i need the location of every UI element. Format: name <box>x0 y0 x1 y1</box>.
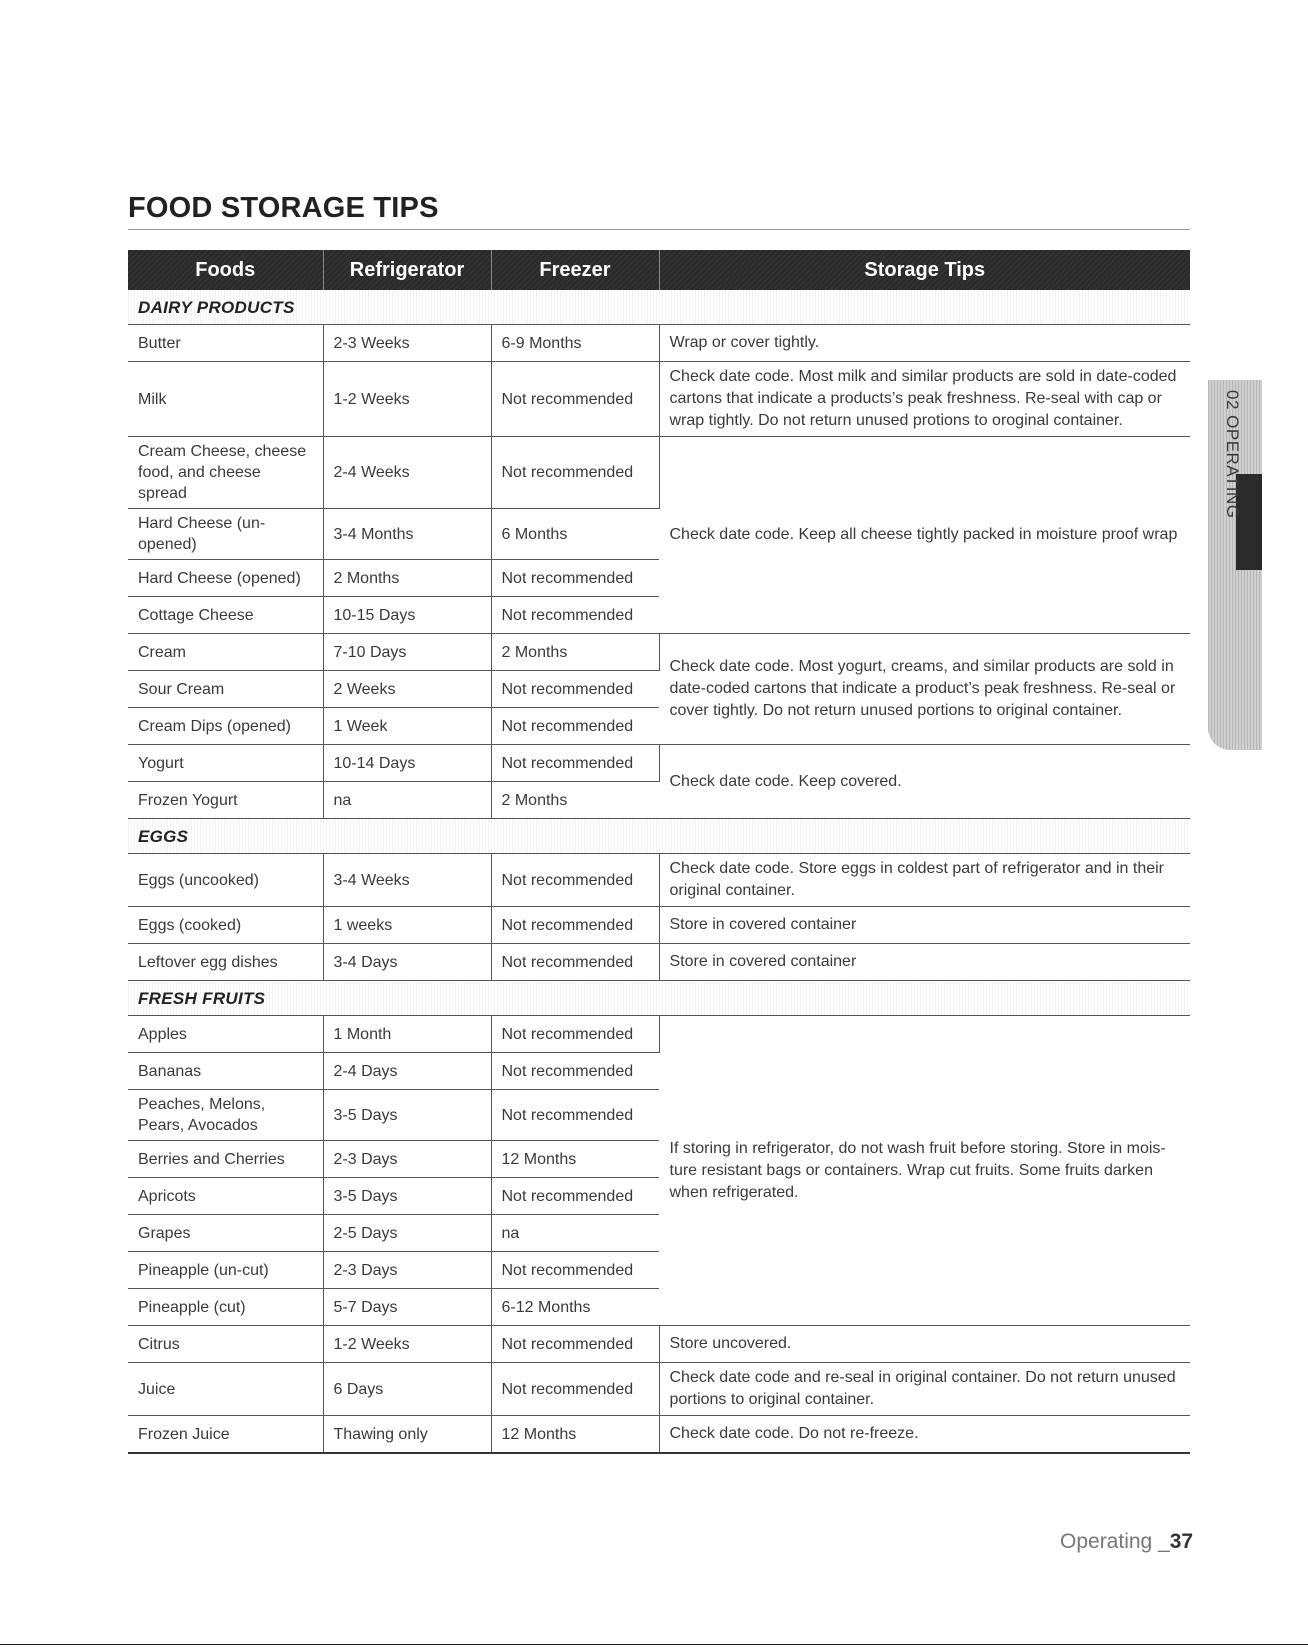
food-cell: Juice <box>128 1363 323 1416</box>
refrigerator-cell: 1 weeks <box>323 907 491 944</box>
page-number: 37 <box>1169 1530 1194 1553</box>
refrigerator-cell: 2-3 Weeks <box>323 325 491 362</box>
section-header-fruits <box>128 981 1190 1016</box>
refrigerator-cell: 2-4 Days <box>323 1053 491 1090</box>
header-foods: Foods <box>128 250 323 290</box>
food-cell: Sour Cream <box>128 671 323 708</box>
refrigerator-cell: 2 Months <box>323 560 491 597</box>
storage-tip-cell: If storing in refrigerator, do not wash fruit before storing. Store in mois-ture resistant bags or containers. Wrap cut fruits. Some fruits darken when refrigerated. <box>659 1016 1190 1326</box>
refrigerator-cell: 6 Days <box>323 1363 491 1416</box>
freezer-cell: 6-12 Months <box>491 1289 659 1326</box>
storage-tip-cell: Store uncovered. <box>659 1326 1190 1363</box>
food-cell: Cream Cheese, cheese food, and cheese spread <box>128 437 323 509</box>
freezer-cell: 12 Months <box>491 1141 659 1178</box>
refrigerator-cell: 1-2 Weeks <box>323 362 491 437</box>
bottom-divider <box>0 1644 1308 1645</box>
table-row <box>128 1326 1190 1363</box>
food-cell: Cream Dips (opened) <box>128 708 323 745</box>
refrigerator-cell: 2 Weeks <box>323 671 491 708</box>
freezer-cell: Not recommended <box>491 1326 659 1363</box>
storage-tip-cell: Check date code and re-seal in original container. Do not return unused portions to original container. <box>659 1363 1190 1416</box>
freezer-cell: 2 Months <box>491 782 659 819</box>
table-row <box>128 1416 1190 1454</box>
freezer-cell: Not recommended <box>491 1090 659 1141</box>
freezer-cell: Not recommended <box>491 1016 659 1053</box>
refrigerator-cell: 2-5 Days <box>323 1215 491 1252</box>
food-cell: Pineapple (un-cut) <box>128 1252 323 1289</box>
freezer-cell: na <box>491 1215 659 1252</box>
storage-tip-cell: Check date code. Most milk and similar products are sold in date-coded cartons that indicate a products’s peak freshness. Re-seal with cap or wrap tightly. Do not return unused protions to oroginal container. <box>659 362 1190 437</box>
refrigerator-cell: 2-4 Weeks <box>323 437 491 509</box>
freezer-cell: 6 Months <box>491 509 659 560</box>
refrigerator-cell: 1 Month <box>323 1016 491 1053</box>
freezer-cell: Not recommended <box>491 854 659 907</box>
page-footer <box>1060 1530 1192 1554</box>
freezer-cell: Not recommended <box>491 437 659 509</box>
refrigerator-cell: 7-10 Days <box>323 634 491 671</box>
header-freezer: Freezer <box>491 250 659 290</box>
food-cell: Cottage Cheese <box>128 597 323 634</box>
food-cell: Hard Cheese (opened) <box>128 560 323 597</box>
refrigerator-cell: 10-14 Days <box>323 745 491 782</box>
section-header-dairy <box>128 290 1190 325</box>
food-cell: Yogurt <box>128 745 323 782</box>
refrigerator-cell: 3-5 Days <box>323 1090 491 1141</box>
table-row <box>128 1016 1190 1053</box>
freezer-cell: Not recommended <box>491 1363 659 1416</box>
storage-tip-cell: Check date code. Keep all cheese tightly packed in moisture proof wrap <box>659 437 1190 634</box>
freezer-cell: 6-9 Months <box>491 325 659 362</box>
section-label: FRESH FRUITS <box>128 981 1190 1016</box>
table-row <box>128 437 1190 509</box>
storage-tip-cell: Check date code. Store eggs in coldest part of refrigerator and in their original container. <box>659 854 1190 907</box>
food-cell: Apricots <box>128 1178 323 1215</box>
freezer-cell: Not recommended <box>491 1053 659 1090</box>
freezer-cell: Not recommended <box>491 362 659 437</box>
storage-tip-cell: Store in covered container <box>659 944 1190 981</box>
table-row <box>128 944 1190 981</box>
refrigerator-cell: 3-4 Months <box>323 509 491 560</box>
freezer-cell: Not recommended <box>491 1178 659 1215</box>
refrigerator-cell: 1-2 Weeks <box>323 1326 491 1363</box>
freezer-cell: Not recommended <box>491 708 659 745</box>
freezer-cell: Not recommended <box>491 907 659 944</box>
food-cell: Peaches, Melons, Pears, Avocados <box>128 1090 323 1141</box>
storage-tip-cell: Store in covered container <box>659 907 1190 944</box>
food-cell: Frozen Yogurt <box>128 782 323 819</box>
freezer-cell: Not recommended <box>491 671 659 708</box>
refrigerator-cell: Thawing only <box>323 1416 491 1454</box>
food-cell: Bananas <box>128 1053 323 1090</box>
chapter-tab-label: 02 OPERATING <box>1223 390 1242 519</box>
refrigerator-cell: 3-4 Days <box>323 944 491 981</box>
food-cell: Eggs (uncooked) <box>128 854 323 907</box>
refrigerator-cell: 2-3 Days <box>323 1252 491 1289</box>
header-storage-tips: Storage Tips <box>659 250 1190 290</box>
food-cell: Pineapple (cut) <box>128 1289 323 1326</box>
refrigerator-cell: 3-5 Days <box>323 1178 491 1215</box>
refrigerator-cell: 5-7 Days <box>323 1289 491 1326</box>
food-cell: Grapes <box>128 1215 323 1252</box>
section-header-eggs <box>128 819 1190 854</box>
footer-section: Operating _ <box>1060 1530 1170 1553</box>
refrigerator-cell: 10-15 Days <box>323 597 491 634</box>
food-cell: Frozen Juice <box>128 1416 323 1454</box>
page-title: FOOD STORAGE TIPS <box>128 192 439 224</box>
food-storage-table <box>128 250 1190 1454</box>
freezer-cell: 2 Months <box>491 634 659 671</box>
refrigerator-cell: 3-4 Weeks <box>323 854 491 907</box>
table-row <box>128 745 1190 782</box>
food-cell: Berries and Cherries <box>128 1141 323 1178</box>
food-cell: Leftover egg dishes <box>128 944 323 981</box>
section-label: EGGS <box>128 819 1190 854</box>
food-cell: Citrus <box>128 1326 323 1363</box>
title-divider <box>128 229 1190 230</box>
freezer-cell: 12 Months <box>491 1416 659 1454</box>
header-refrigerator: Refrigerator <box>323 250 491 290</box>
refrigerator-cell: na <box>323 782 491 819</box>
table-row <box>128 1363 1190 1416</box>
storage-tip-cell: Wrap or cover tightly. <box>659 325 1190 362</box>
table-row <box>128 362 1190 437</box>
food-cell: Cream <box>128 634 323 671</box>
food-cell: Hard Cheese (un-opened) <box>128 509 323 560</box>
table-row <box>128 325 1190 362</box>
storage-tip-cell: Check date code. Most yogurt, creams, and similar products are sold in date-coded cartons that indicate a product’s peak freshness. Re-seal or cover tightly. Do not return unused portions to original container. <box>659 634 1190 745</box>
food-cell: Butter <box>128 325 323 362</box>
food-cell: Milk <box>128 362 323 437</box>
food-cell: Eggs (cooked) <box>128 907 323 944</box>
table-row <box>128 634 1190 671</box>
freezer-cell: Not recommended <box>491 944 659 981</box>
table-header-row <box>128 250 1190 290</box>
storage-tip-cell: Check date code. Keep covered. <box>659 745 1190 819</box>
freezer-cell: Not recommended <box>491 597 659 634</box>
freezer-cell: Not recommended <box>491 745 659 782</box>
section-label: DAIRY PRODUCTS <box>128 290 1190 325</box>
table-row <box>128 907 1190 944</box>
food-cell: Apples <box>128 1016 323 1053</box>
table-row <box>128 854 1190 907</box>
refrigerator-cell: 1 Week <box>323 708 491 745</box>
refrigerator-cell: 2-3 Days <box>323 1141 491 1178</box>
storage-tip-cell: Check date code. Do not re-freeze. <box>659 1416 1190 1454</box>
freezer-cell: Not recommended <box>491 1252 659 1289</box>
freezer-cell: Not recommended <box>491 560 659 597</box>
